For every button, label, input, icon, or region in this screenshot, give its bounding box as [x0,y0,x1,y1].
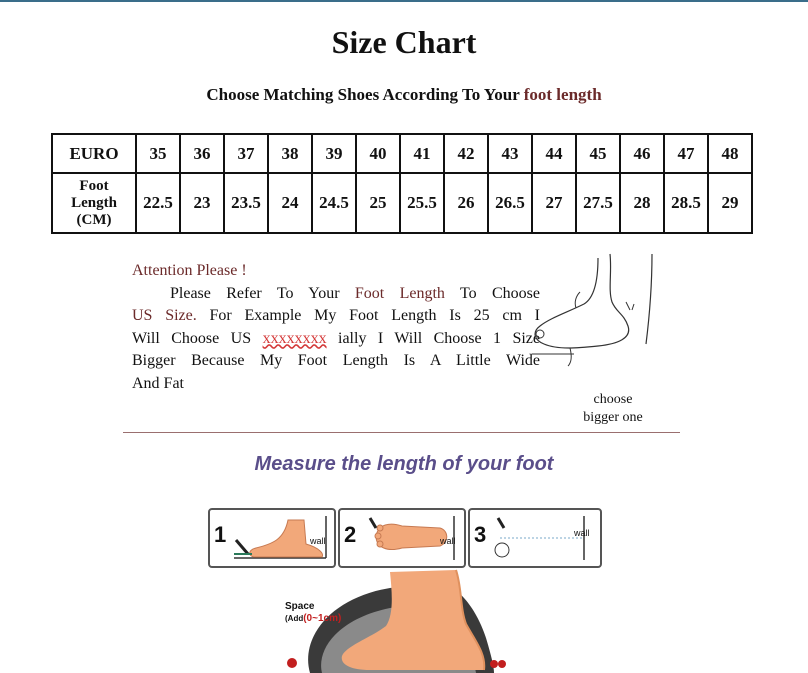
foot-length-cell: 24 [268,173,312,233]
step-1-panel [208,508,336,568]
page-title: Size Chart [331,24,477,60]
foot-length-cell: 23 [180,173,224,233]
euro-size-cell: 38 [268,134,312,173]
attention-line [132,283,540,306]
euro-size-cell: 44 [532,134,576,173]
attention-text: Please Refer To Your [170,284,340,302]
attention-highlight: Foot Length [354,284,445,302]
measure-steps [208,508,602,568]
measure-heading: Measure the length of your foot [254,453,554,475]
euro-size-cell: 43 [488,134,532,173]
attention-highlight: US Size. [132,307,197,324]
attention-text: To Choose [460,284,541,302]
foot-length-cell: 26.5 [488,173,532,233]
foot-length-header [52,173,136,233]
euro-size-cell: 41 [400,134,444,173]
foot-length-cell: 25.5 [400,173,444,233]
attention-line: And Fat [132,374,184,392]
attention-note [132,260,540,395]
subtitle-text: Choose Matching Shoes According To Your [206,85,520,104]
euro-size-cell: 47 [664,134,708,173]
subtitle-highlight: foot length [523,85,602,104]
foot-length-row [52,173,752,233]
size-chart-table [51,133,753,234]
attention-line [132,328,540,351]
foot-length-cell: 28.5 [664,173,708,233]
foot-length-cell: 22.5 [136,173,180,233]
attention-line: Bigger Because My Foot Length Is A Little Wide [132,352,540,369]
space-label: Space [285,601,315,612]
euro-size-cell: 40 [356,134,400,173]
euro-header: EURO [52,134,136,173]
choose-note-line: bigger one [583,410,643,425]
step-number: 3 [474,522,487,547]
foot-length-cell: 26 [444,173,488,233]
choose-bigger-note [572,391,654,427]
step-number: 2 [344,522,357,547]
foot-length-cell: 27.5 [576,173,620,233]
space-note [285,601,341,625]
euro-row [52,134,752,173]
foot-length-header-line: Foot [79,177,109,194]
page-subtitle [0,85,808,105]
euro-size-cell: 42 [444,134,488,173]
euro-size-cell: 36 [180,134,224,173]
euro-size-cell: 37 [224,134,268,173]
euro-size-cell: 35 [136,134,180,173]
attention-line [132,305,540,328]
euro-size-cell: 48 [708,134,752,173]
foot-length-cell: 24.5 [312,173,356,233]
foot-length-cell: 27 [532,173,576,233]
step-3-panel [468,508,602,568]
wall-label: wall [574,528,590,538]
euro-size-cell: 45 [576,134,620,173]
wall-label: wall [310,536,326,546]
measure-tape-icon [490,514,590,562]
euro-size-cell: 39 [312,134,356,173]
space-add-label: (Add [285,614,304,623]
choose-note-line: choose [593,392,633,407]
foot-length-cell: 23.5 [224,173,268,233]
euro-size-cell: 46 [620,134,664,173]
foot-length-header-line: (CM) [76,211,112,228]
step-2-panel [338,508,466,568]
foot-length-cell: 28 [620,173,664,233]
top-border-line [0,0,808,2]
attention-heading: Attention Please ! [132,262,247,279]
attention-text: Will Choose US [132,329,252,347]
section-divider [123,432,680,433]
foot-sketch-icon [528,252,658,382]
attention-text: For Example My Foot Length Is 25 cm I [209,307,541,324]
step-number: 1 [214,522,227,547]
foot-length-header-line: Length [71,194,117,211]
wall-label: wall [440,536,456,546]
foot-length-cell: 25 [356,173,400,233]
attention-redacted: xxxxxxxx [262,329,327,347]
attention-text: ially I Will Choose 1 Size [338,329,540,347]
foot-length-cell: 29 [708,173,752,233]
space-range: (0~1cm) [303,613,342,624]
